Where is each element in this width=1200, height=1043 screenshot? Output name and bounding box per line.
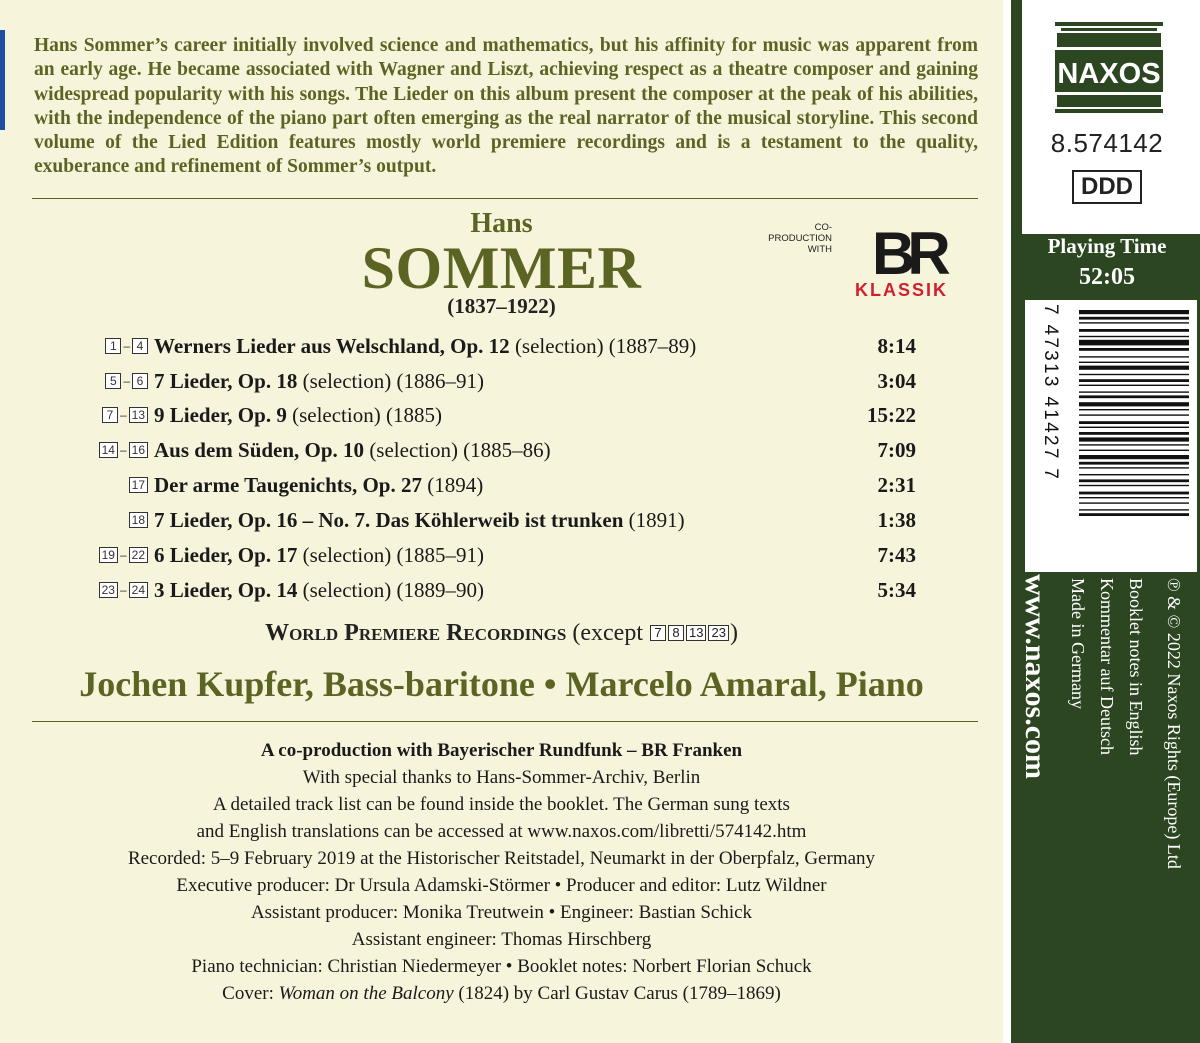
barcode-bar — [1079, 317, 1189, 320]
cover-title: Woman on the Balcony — [278, 983, 454, 1004]
logo-bar-top — [1055, 22, 1163, 26]
barcode-bar — [1079, 322, 1189, 323]
track-end-box: 16 — [129, 442, 148, 458]
track-end-box: 6 — [132, 373, 148, 389]
cover-suffix: (1824) by Carl Gustav Carus (1789–1869) — [458, 983, 781, 1004]
playing-time-label: Playing Time — [1047, 234, 1167, 258]
track-range-dash: – — [123, 374, 130, 388]
credits-recorded: Recorded: 5–9 February 2019 at the Historischer Reitstadel, Neumarkt in der Oberpfalz, Germany — [127, 848, 876, 869]
premiere-track-box: 13 — [686, 625, 706, 641]
barcode-bar — [1079, 427, 1189, 428]
composer-dates: (1837–1922) — [447, 294, 556, 318]
track-start-box: 17 — [129, 477, 148, 493]
track-numbers — [129, 477, 148, 493]
track-title: Der arme Taugenichts, Op. 27 — [154, 473, 422, 497]
track-numbers — [105, 373, 148, 389]
track-row — [0, 508, 960, 538]
barcode-digits: 7 47313 41427 7 — [1040, 304, 1061, 482]
track-duration: 5:34 — [877, 578, 916, 602]
barcode-bar — [1079, 421, 1189, 424]
barcode-bar — [1079, 348, 1189, 351]
barcode-bar — [1079, 385, 1189, 386]
barcode-bar — [1079, 310, 1189, 314]
composer-last-name: SOMMER — [361, 235, 642, 301]
credits-assistant-producer: Assistant producer: Monika Treutwein • Engineer: Bastian Schick — [250, 902, 753, 923]
track-start-box: 7 — [102, 407, 118, 423]
track-text — [154, 334, 696, 359]
ddd-badge: DDD — [1072, 170, 1142, 204]
track-title: Werners Lieder aus Welschland, Op. 12 — [154, 334, 510, 358]
klassik-logo-text: KLASSIK — [855, 280, 949, 300]
barcode-bar — [1079, 366, 1189, 370]
track-end-box: 4 — [132, 338, 148, 354]
track-text — [154, 578, 484, 603]
credits-cover — [0, 980, 1003, 1007]
top-rule — [32, 198, 978, 199]
track-range-dash: – — [119, 408, 127, 422]
track-title: 7 Lieder, Op. 16 – No. 7. Das Köhlerweib ist trunken — [154, 508, 624, 532]
barcode-bar — [1079, 437, 1189, 441]
premiere-track-box: 23 — [708, 625, 728, 641]
track-range-dash: – — [123, 339, 130, 353]
track-duration: 1:38 — [877, 508, 916, 532]
cover-prefix: Cover: — [222, 983, 274, 1004]
intro-paragraph: Hans Sommer’s career initially involved science and mathematics, but his affinity for music was apparent from an early age. He became associated with Wagner and Liszt, achieving respect as a theatre composer and gaining widespread popularity with his songs. The Lieder on this album present the composer at the peak of his abilities, with the independence of the piano part often emerging as the real narrator of the musical storyline. This second volume of the Lied Edition features mostly world premiere recordings and is a testament to the quality, exuberance and refinement of Sommer’s output. — [34, 35, 978, 178]
track-note: (selection) (1886–91) — [302, 369, 484, 393]
track-row — [0, 334, 960, 364]
track-start-box: 1 — [105, 338, 121, 354]
br-logo-text: BR — [872, 222, 943, 287]
track-note: (selection) (1885–91) — [302, 543, 484, 567]
track-row — [0, 543, 960, 573]
track-range-dash: – — [119, 548, 127, 562]
premiere-line — [0, 620, 1003, 647]
track-duration: 2:31 — [877, 473, 916, 497]
barcode-bar — [1079, 432, 1189, 435]
credits-assistant-engineer: Assistant engineer: Thomas Hirschberg — [351, 929, 652, 950]
track-text — [154, 438, 551, 463]
track-numbers — [99, 442, 148, 458]
track-row — [0, 578, 960, 608]
barcode-bar — [1079, 479, 1189, 482]
track-start-box: 18 — [129, 512, 148, 528]
track-duration: 15:22 — [867, 403, 916, 427]
barcode-bar — [1079, 374, 1189, 375]
track-start-box: 14 — [99, 442, 118, 458]
track-numbers — [129, 512, 148, 528]
track-end-box: 13 — [129, 407, 148, 423]
track-title: 7 Lieder, Op. 18 — [154, 369, 298, 393]
track-note: (selection) (1885–86) — [369, 438, 551, 462]
barcode-bar — [1079, 462, 1189, 465]
track-text — [154, 543, 484, 568]
track-numbers — [105, 338, 148, 354]
barcode-bar — [1079, 329, 1189, 332]
barcode-bar — [1079, 455, 1189, 459]
naxos-logo — [1055, 22, 1163, 114]
track-start-box: 19 — [99, 547, 118, 563]
track-duration: 3:04 — [877, 369, 916, 393]
barcode-bar — [1079, 362, 1189, 363]
barcode-bar — [1079, 485, 1189, 486]
catalog-number: 8.574142 — [1050, 128, 1164, 158]
rights-notice: ℗ & © 2022 Naxos Rights (Europe) Ltd — [1164, 578, 1184, 869]
credits-block — [0, 737, 1003, 1007]
booklet-german: Kommentar auf Deutsch — [1097, 578, 1117, 755]
track-note: (selection) (1889–90) — [302, 578, 484, 602]
track-start-box: 5 — [105, 373, 121, 389]
track-range-dash: – — [119, 583, 127, 597]
logo-bar-upper — [1061, 28, 1157, 31]
naxos-logo-text: NAXOS — [1057, 58, 1161, 90]
performers: Jochen Kupfer, Bass-baritone • Marcelo Amaral, Piano — [79, 664, 924, 704]
barcode-bar — [1079, 340, 1189, 346]
naxos-url: www.naxos.com — [1019, 574, 1052, 780]
barcode-bar — [1079, 444, 1189, 445]
coproduction-line1: CO-PRODUCTION — [768, 222, 832, 244]
br-klassik-logo — [850, 222, 966, 302]
coproduction-line2: WITH — [807, 244, 832, 255]
track-row — [0, 369, 960, 399]
logo-base-band — [1057, 95, 1161, 107]
track-range-dash: – — [119, 443, 127, 457]
track-duration: 8:14 — [877, 334, 916, 358]
credits-tracklist-note: A detailed track list can be found inside the booklet. The German sung texts — [213, 794, 790, 815]
track-end-box: 24 — [129, 582, 148, 598]
track-text — [154, 369, 484, 394]
track-numbers — [99, 547, 148, 563]
track-note: (1891) — [628, 508, 685, 532]
barcode-bar — [1079, 502, 1189, 503]
track-row — [0, 473, 960, 503]
barcode-bar — [1079, 509, 1189, 510]
track-title: 9 Lieder, Op. 9 — [154, 403, 287, 427]
credits-libretti: and English translations can be accessed at www.naxos.com/libretti/574142.htm — [196, 821, 807, 842]
playing-time: 52:05 — [1079, 264, 1135, 290]
premiere-label: World Premiere Recordings — [265, 620, 567, 646]
barcode-bar — [1079, 402, 1189, 406]
booklet-english: Booklet notes in English — [1126, 578, 1146, 756]
premiere-close: ) — [729, 620, 738, 646]
composer-first-name: Hans — [470, 208, 533, 239]
barcode-bar — [1079, 513, 1189, 516]
logo-columns-band — [1057, 33, 1161, 47]
track-text — [154, 508, 685, 533]
barcode-bar — [1079, 414, 1189, 415]
barcode-bar — [1079, 395, 1189, 398]
bottom-rule — [32, 721, 978, 722]
logo-bar-bottom — [1055, 109, 1163, 113]
track-title: 3 Lieder, Op. 14 — [154, 578, 298, 602]
track-note: (1894) — [427, 473, 484, 497]
credits-piano-technician: Piano technician: Christian Niedermeyer • Booklet notes: Norbert Florian Schuck — [191, 956, 812, 977]
track-row — [0, 438, 960, 468]
barcode-bar — [1079, 450, 1189, 451]
track-duration: 7:43 — [877, 543, 916, 567]
track-note: (selection) (1887–89) — [514, 334, 697, 358]
barcode-bar — [1079, 467, 1189, 468]
track-duration: 7:09 — [877, 438, 916, 462]
track-numbers — [102, 407, 148, 423]
barcode-bar — [1079, 379, 1189, 382]
track-row — [0, 403, 960, 433]
barcode-bar — [1079, 492, 1189, 495]
premiere-track-box: 7 — [650, 625, 666, 641]
barcode-bar — [1079, 391, 1189, 392]
track-start-box: 23 — [99, 582, 118, 598]
barcode-bar — [1079, 356, 1189, 357]
track-end-box: 22 — [129, 547, 148, 563]
track-note: (selection) (1885) — [292, 403, 442, 427]
track-title: Aus dem Süden, Op. 10 — [154, 438, 365, 462]
barcode-bar — [1079, 497, 1189, 498]
barcode-bar — [1079, 409, 1189, 410]
made-in: Made in Germany — [1068, 578, 1088, 709]
track-text — [154, 403, 442, 428]
track-title: 6 Lieder, Op. 17 — [154, 543, 298, 567]
track-text — [154, 473, 483, 498]
barcode-bar — [1079, 474, 1189, 475]
premiere-except: (except — [572, 620, 643, 646]
track-numbers — [99, 582, 148, 598]
credits-thanks: With special thanks to Hans-Sommer-Archiv, Berlin — [302, 767, 701, 788]
credits-producers: Executive producer: Dr Ursula Adamski-Störmer • Producer and editor: Lutz Wildner — [176, 875, 827, 896]
coproduction-label — [752, 222, 832, 255]
barcode — [1025, 300, 1197, 572]
barcode-bar — [1079, 336, 1189, 337]
credits-coproduction: A co-production with Bayerischer Rundfunk – BR Franken — [260, 740, 743, 761]
blue-edge-strip — [0, 30, 5, 130]
premiere-track-box: 8 — [668, 625, 684, 641]
